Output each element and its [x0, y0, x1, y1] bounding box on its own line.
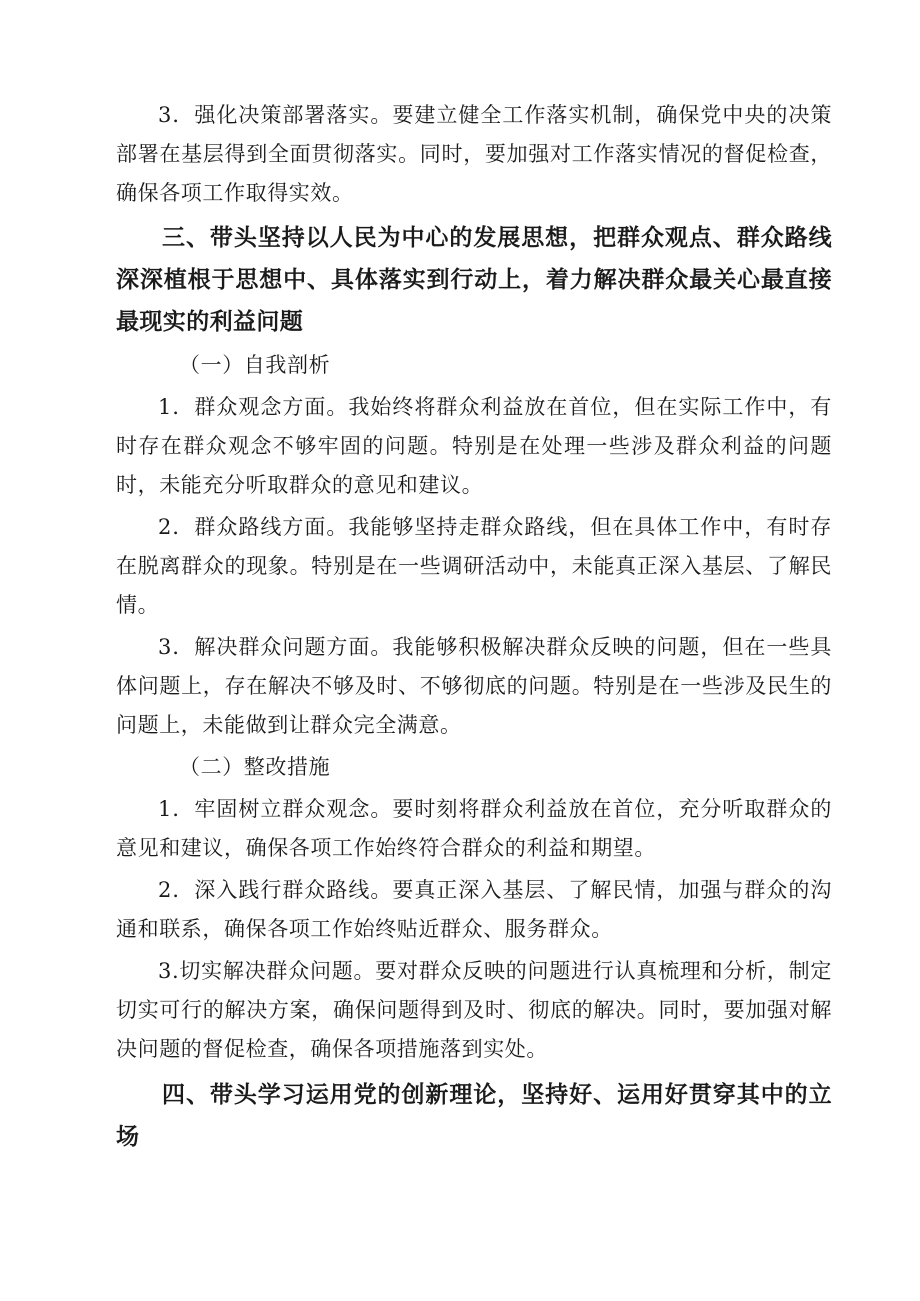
section-heading-three: 三、带头坚持以人民为中心的发展思想，把群众观点、群众路线深深植根于思想中、具体落实到行动上，着力解决群众最关心最直接最现实的利益问题	[116, 225, 832, 335]
paragraph-practice-mass-line: 2．深入践行群众路线。要真正深入基层、了解民情，加强与群众的沟通和联系，确保各项工作始终贴近群众、服务群众。	[116, 878, 832, 941]
paragraph-mass-line: 2．群众路线方面。我能够坚持走群众路线，但在具体工作中，有时存在脱离群众的现象。特别是在一些调研活动中，未能真正深入基层、了解民情。	[116, 515, 832, 617]
paragraph-solve-mass-problems: 3．解决群众问题方面。我能够积极解决群众反映的问题，但在一些具体问题上，存在解决不够及时、不够彻底的问题。特别是在一些涉及民生的问题上，未能做到让群众完全满意。	[116, 635, 832, 737]
paragraph-solve-problems-effectively: 3.切实解决群众问题。要对群众反映的问题进行认真梳理和分析，制定切实可行的解决方案，确保问题得到及时、彻底的解决。同时，要加强对解决问题的督促检查，确保各项措施落到实处。	[116, 959, 832, 1061]
paragraph-strengthen-decision-implementation: 3．强化决策部署落实。要建立健全工作落实机制，确保党中央的决策部署在基层得到全面贯彻落实。同时，要加强对工作落实情况的督促检查，确保各项工作取得实效。	[116, 103, 832, 205]
section-heading-four: 四、带头学习运用党的创新理论，坚持好、运用好贯穿其中的立场	[116, 1082, 832, 1150]
document-body	[116, 96, 832, 1158]
subheading-self-analysis: （一）自我剖析	[179, 353, 331, 377]
paragraph-mass-concept: 1．群众观念方面。我始终将群众利益放在首位，但在实际工作中，有时存在群众观念不够牢固的问题。特别是在处理一些涉及群众利益的问题时，未能充分听取群众的意见和建议。	[116, 395, 832, 497]
subheading-rectification-measures: （二）整改措施	[179, 755, 331, 779]
paragraph-establish-mass-concept: 1．牢固树立群众观念。要时刻将群众利益放在首位，充分听取群众的意见和建议，确保各项工作始终符合群众的利益和期望。	[116, 797, 832, 860]
